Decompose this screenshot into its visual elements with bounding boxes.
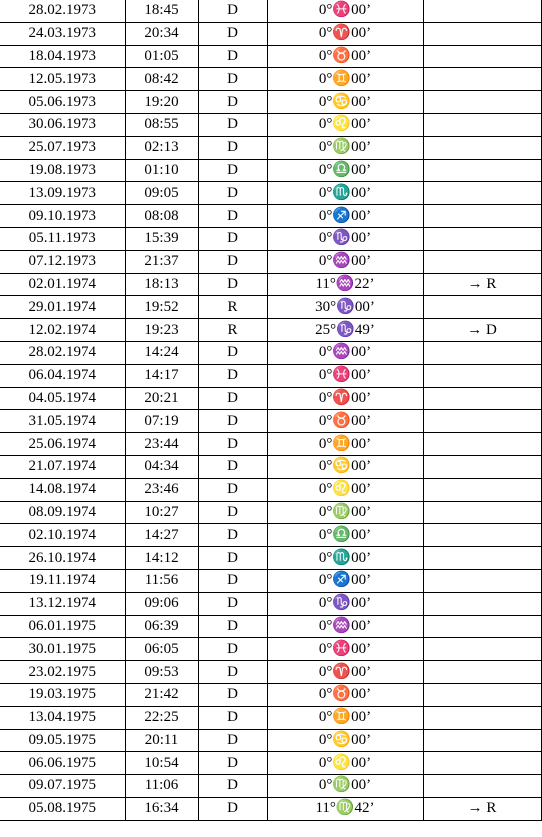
date-cell: 19.11.1974 [0, 569, 125, 592]
position-cell: 0°♍00’ [267, 136, 423, 159]
time-cell: 01:05 [125, 45, 198, 68]
note-cell [423, 775, 541, 798]
date-cell: 12.05.1973 [0, 68, 125, 91]
position-cell: 0°♓00’ [267, 638, 423, 661]
time-cell: 08:08 [125, 205, 198, 228]
time-cell: 19:23 [125, 319, 198, 342]
note-cell: → R [423, 273, 541, 296]
time-cell: 14:12 [125, 547, 198, 570]
motion-cell: D [198, 797, 267, 820]
table-row [0, 45, 541, 68]
date-cell: 23.02.1975 [0, 661, 125, 684]
position-cell: 0°♈00’ [267, 22, 423, 45]
table-row [0, 569, 541, 592]
note-cell [423, 683, 541, 706]
time-cell: 01:10 [125, 159, 198, 182]
time-cell: 22:25 [125, 706, 198, 729]
motion-cell: D [198, 569, 267, 592]
motion-cell: D [198, 706, 267, 729]
table-row [0, 433, 541, 456]
table-row [0, 547, 541, 570]
position-cell: 0°♌00’ [267, 752, 423, 775]
date-cell: 19.03.1975 [0, 683, 125, 706]
position-cell: 30°♑00’ [267, 296, 423, 319]
motion-cell: D [198, 22, 267, 45]
date-cell: 13.12.1974 [0, 592, 125, 615]
note-cell [423, 433, 541, 456]
table-row [0, 68, 541, 91]
note-cell [423, 410, 541, 433]
position-cell: 0°♍00’ [267, 775, 423, 798]
table-row [0, 592, 541, 615]
table-row [0, 159, 541, 182]
motion-cell: D [198, 638, 267, 661]
motion-cell: D [198, 113, 267, 136]
position-cell: 0°♊00’ [267, 433, 423, 456]
time-cell: 06:05 [125, 638, 198, 661]
table-row [0, 478, 541, 501]
motion-cell: D [198, 250, 267, 273]
time-cell: 18:13 [125, 273, 198, 296]
time-cell: 20:21 [125, 387, 198, 410]
position-cell: 25°♑49’ [267, 319, 423, 342]
date-cell: 19.08.1973 [0, 159, 125, 182]
table-row [0, 113, 541, 136]
table-row [0, 364, 541, 387]
position-cell: 0°♉00’ [267, 683, 423, 706]
table-row [0, 752, 541, 775]
date-cell: 25.06.1974 [0, 433, 125, 456]
motion-cell: D [198, 45, 267, 68]
note-cell: → D [423, 319, 541, 342]
time-cell: 19:52 [125, 296, 198, 319]
date-cell: 21.07.1974 [0, 455, 125, 478]
time-cell: 23:46 [125, 478, 198, 501]
motion-cell: R [198, 319, 267, 342]
date-cell: 09.05.1975 [0, 729, 125, 752]
note-cell [423, 250, 541, 273]
motion-cell: D [198, 91, 267, 114]
time-cell: 09:06 [125, 592, 198, 615]
position-cell: 0°♎00’ [267, 524, 423, 547]
table-row [0, 250, 541, 273]
note-cell [423, 478, 541, 501]
position-cell: 0°♌00’ [267, 113, 423, 136]
date-cell: 06.04.1974 [0, 364, 125, 387]
time-cell: 23:44 [125, 433, 198, 456]
date-cell: 25.07.1973 [0, 136, 125, 159]
note-cell [423, 547, 541, 570]
time-cell: 16:34 [125, 797, 198, 820]
date-cell: 29.01.1974 [0, 296, 125, 319]
position-cell: 0°♒00’ [267, 341, 423, 364]
note-cell [423, 638, 541, 661]
table-row [0, 638, 541, 661]
note-cell [423, 0, 541, 22]
table-row [0, 0, 541, 22]
table-row [0, 22, 541, 45]
date-cell: 05.08.1975 [0, 797, 125, 820]
time-cell: 14:17 [125, 364, 198, 387]
table-row [0, 524, 541, 547]
date-cell: 31.05.1974 [0, 410, 125, 433]
table-row [0, 683, 541, 706]
motion-cell: D [198, 433, 267, 456]
date-cell: 07.12.1973 [0, 250, 125, 273]
time-cell: 15:39 [125, 227, 198, 250]
motion-cell: D [198, 68, 267, 91]
date-cell: 05.06.1973 [0, 91, 125, 114]
note-cell [423, 205, 541, 228]
note-cell [423, 364, 541, 387]
table-row [0, 341, 541, 364]
time-cell: 19:20 [125, 91, 198, 114]
time-cell: 11:56 [125, 569, 198, 592]
time-cell: 11:06 [125, 775, 198, 798]
motion-cell: D [198, 752, 267, 775]
position-cell: 0°♒00’ [267, 615, 423, 638]
motion-cell: D [198, 524, 267, 547]
position-cell: 0°♓00’ [267, 0, 423, 22]
note-cell [423, 569, 541, 592]
position-cell: 0°♋00’ [267, 729, 423, 752]
time-cell: 10:54 [125, 752, 198, 775]
position-cell: 0°♉00’ [267, 45, 423, 68]
motion-cell: D [198, 775, 267, 798]
date-cell: 09.07.1975 [0, 775, 125, 798]
table-row [0, 501, 541, 524]
table-row [0, 227, 541, 250]
table-row [0, 296, 541, 319]
date-cell: 28.02.1973 [0, 0, 125, 22]
motion-cell: D [198, 547, 267, 570]
table-row [0, 455, 541, 478]
motion-cell: D [198, 341, 267, 364]
position-cell: 0°♏00’ [267, 547, 423, 570]
position-cell: 0°♋00’ [267, 91, 423, 114]
time-cell: 21:42 [125, 683, 198, 706]
note-cell [423, 615, 541, 638]
position-cell: 0°♏00’ [267, 182, 423, 205]
note-cell [423, 729, 541, 752]
time-cell: 20:34 [125, 22, 198, 45]
motion-cell: D [198, 136, 267, 159]
date-cell: 26.10.1974 [0, 547, 125, 570]
position-cell: 0°♋00’ [267, 455, 423, 478]
motion-cell: D [198, 0, 267, 22]
time-cell: 02:13 [125, 136, 198, 159]
time-cell: 20:11 [125, 729, 198, 752]
time-cell: 08:42 [125, 68, 198, 91]
table-row [0, 273, 541, 296]
date-cell: 09.10.1973 [0, 205, 125, 228]
date-cell: 13.09.1973 [0, 182, 125, 205]
date-cell: 02.10.1974 [0, 524, 125, 547]
motion-cell: D [198, 227, 267, 250]
date-cell: 30.01.1975 [0, 638, 125, 661]
time-cell: 09:05 [125, 182, 198, 205]
motion-cell: D [198, 661, 267, 684]
note-cell [423, 455, 541, 478]
note-cell [423, 182, 541, 205]
date-cell: 28.02.1974 [0, 341, 125, 364]
note-cell [423, 501, 541, 524]
position-cell: 0°♐00’ [267, 205, 423, 228]
date-cell: 24.03.1973 [0, 22, 125, 45]
position-cell: 0°♒00’ [267, 250, 423, 273]
motion-cell: D [198, 273, 267, 296]
motion-cell: R [198, 296, 267, 319]
table-row [0, 410, 541, 433]
time-cell: 18:45 [125, 0, 198, 22]
position-cell: 0°♑00’ [267, 227, 423, 250]
position-cell: 0°♊00’ [267, 68, 423, 91]
note-cell [423, 113, 541, 136]
motion-cell: D [198, 182, 267, 205]
note-cell [423, 68, 541, 91]
motion-cell: D [198, 683, 267, 706]
position-cell: 0°♓00’ [267, 364, 423, 387]
time-cell: 08:55 [125, 113, 198, 136]
note-cell [423, 159, 541, 182]
time-cell: 21:37 [125, 250, 198, 273]
note-cell [423, 706, 541, 729]
time-cell: 06:39 [125, 615, 198, 638]
motion-cell: D [198, 615, 267, 638]
note-cell [423, 524, 541, 547]
note-cell [423, 341, 541, 364]
position-cell: 0°♌00’ [267, 478, 423, 501]
time-cell: 10:27 [125, 501, 198, 524]
table-row [0, 661, 541, 684]
motion-cell: D [198, 455, 267, 478]
time-cell: 04:34 [125, 455, 198, 478]
note-cell [423, 296, 541, 319]
motion-cell: D [198, 501, 267, 524]
table-row [0, 706, 541, 729]
table-row [0, 136, 541, 159]
note-cell [423, 661, 541, 684]
note-cell [423, 45, 541, 68]
note-cell [423, 91, 541, 114]
date-cell: 02.01.1974 [0, 273, 125, 296]
position-cell: 0°♐00’ [267, 569, 423, 592]
date-cell: 12.02.1974 [0, 319, 125, 342]
table-row [0, 182, 541, 205]
date-cell: 04.05.1974 [0, 387, 125, 410]
date-cell: 06.06.1975 [0, 752, 125, 775]
position-cell: 0°♎00’ [267, 159, 423, 182]
date-cell: 05.11.1973 [0, 227, 125, 250]
table-row [0, 797, 541, 820]
motion-cell: D [198, 364, 267, 387]
note-cell: → R [423, 797, 541, 820]
table-row [0, 319, 541, 342]
position-cell: 0°♉00’ [267, 410, 423, 433]
time-cell: 07:19 [125, 410, 198, 433]
date-cell: 18.04.1973 [0, 45, 125, 68]
time-cell: 09:53 [125, 661, 198, 684]
motion-cell: D [198, 478, 267, 501]
position-cell: 0°♈00’ [267, 387, 423, 410]
date-cell: 14.08.1974 [0, 478, 125, 501]
table-row [0, 729, 541, 752]
note-cell [423, 22, 541, 45]
table-row [0, 775, 541, 798]
position-cell: 0°♊00’ [267, 706, 423, 729]
note-cell [423, 136, 541, 159]
table-row [0, 615, 541, 638]
date-cell: 30.06.1973 [0, 113, 125, 136]
note-cell [423, 387, 541, 410]
date-cell: 06.01.1975 [0, 615, 125, 638]
time-cell: 14:24 [125, 341, 198, 364]
motion-cell: D [198, 592, 267, 615]
date-cell: 13.04.1975 [0, 706, 125, 729]
note-cell [423, 227, 541, 250]
position-cell: 0°♍00’ [267, 501, 423, 524]
table-row [0, 91, 541, 114]
position-cell: 0°♈00’ [267, 661, 423, 684]
position-cell: 0°♑00’ [267, 592, 423, 615]
position-cell: 11°♒22’ [267, 273, 423, 296]
table-row [0, 387, 541, 410]
motion-cell: D [198, 205, 267, 228]
motion-cell: D [198, 410, 267, 433]
motion-cell: D [198, 159, 267, 182]
position-cell: 11°♍42’ [267, 797, 423, 820]
note-cell [423, 752, 541, 775]
motion-cell: D [198, 387, 267, 410]
note-cell [423, 592, 541, 615]
time-cell: 14:27 [125, 524, 198, 547]
table-row [0, 205, 541, 228]
date-cell: 08.09.1974 [0, 501, 125, 524]
motion-cell: D [198, 729, 267, 752]
